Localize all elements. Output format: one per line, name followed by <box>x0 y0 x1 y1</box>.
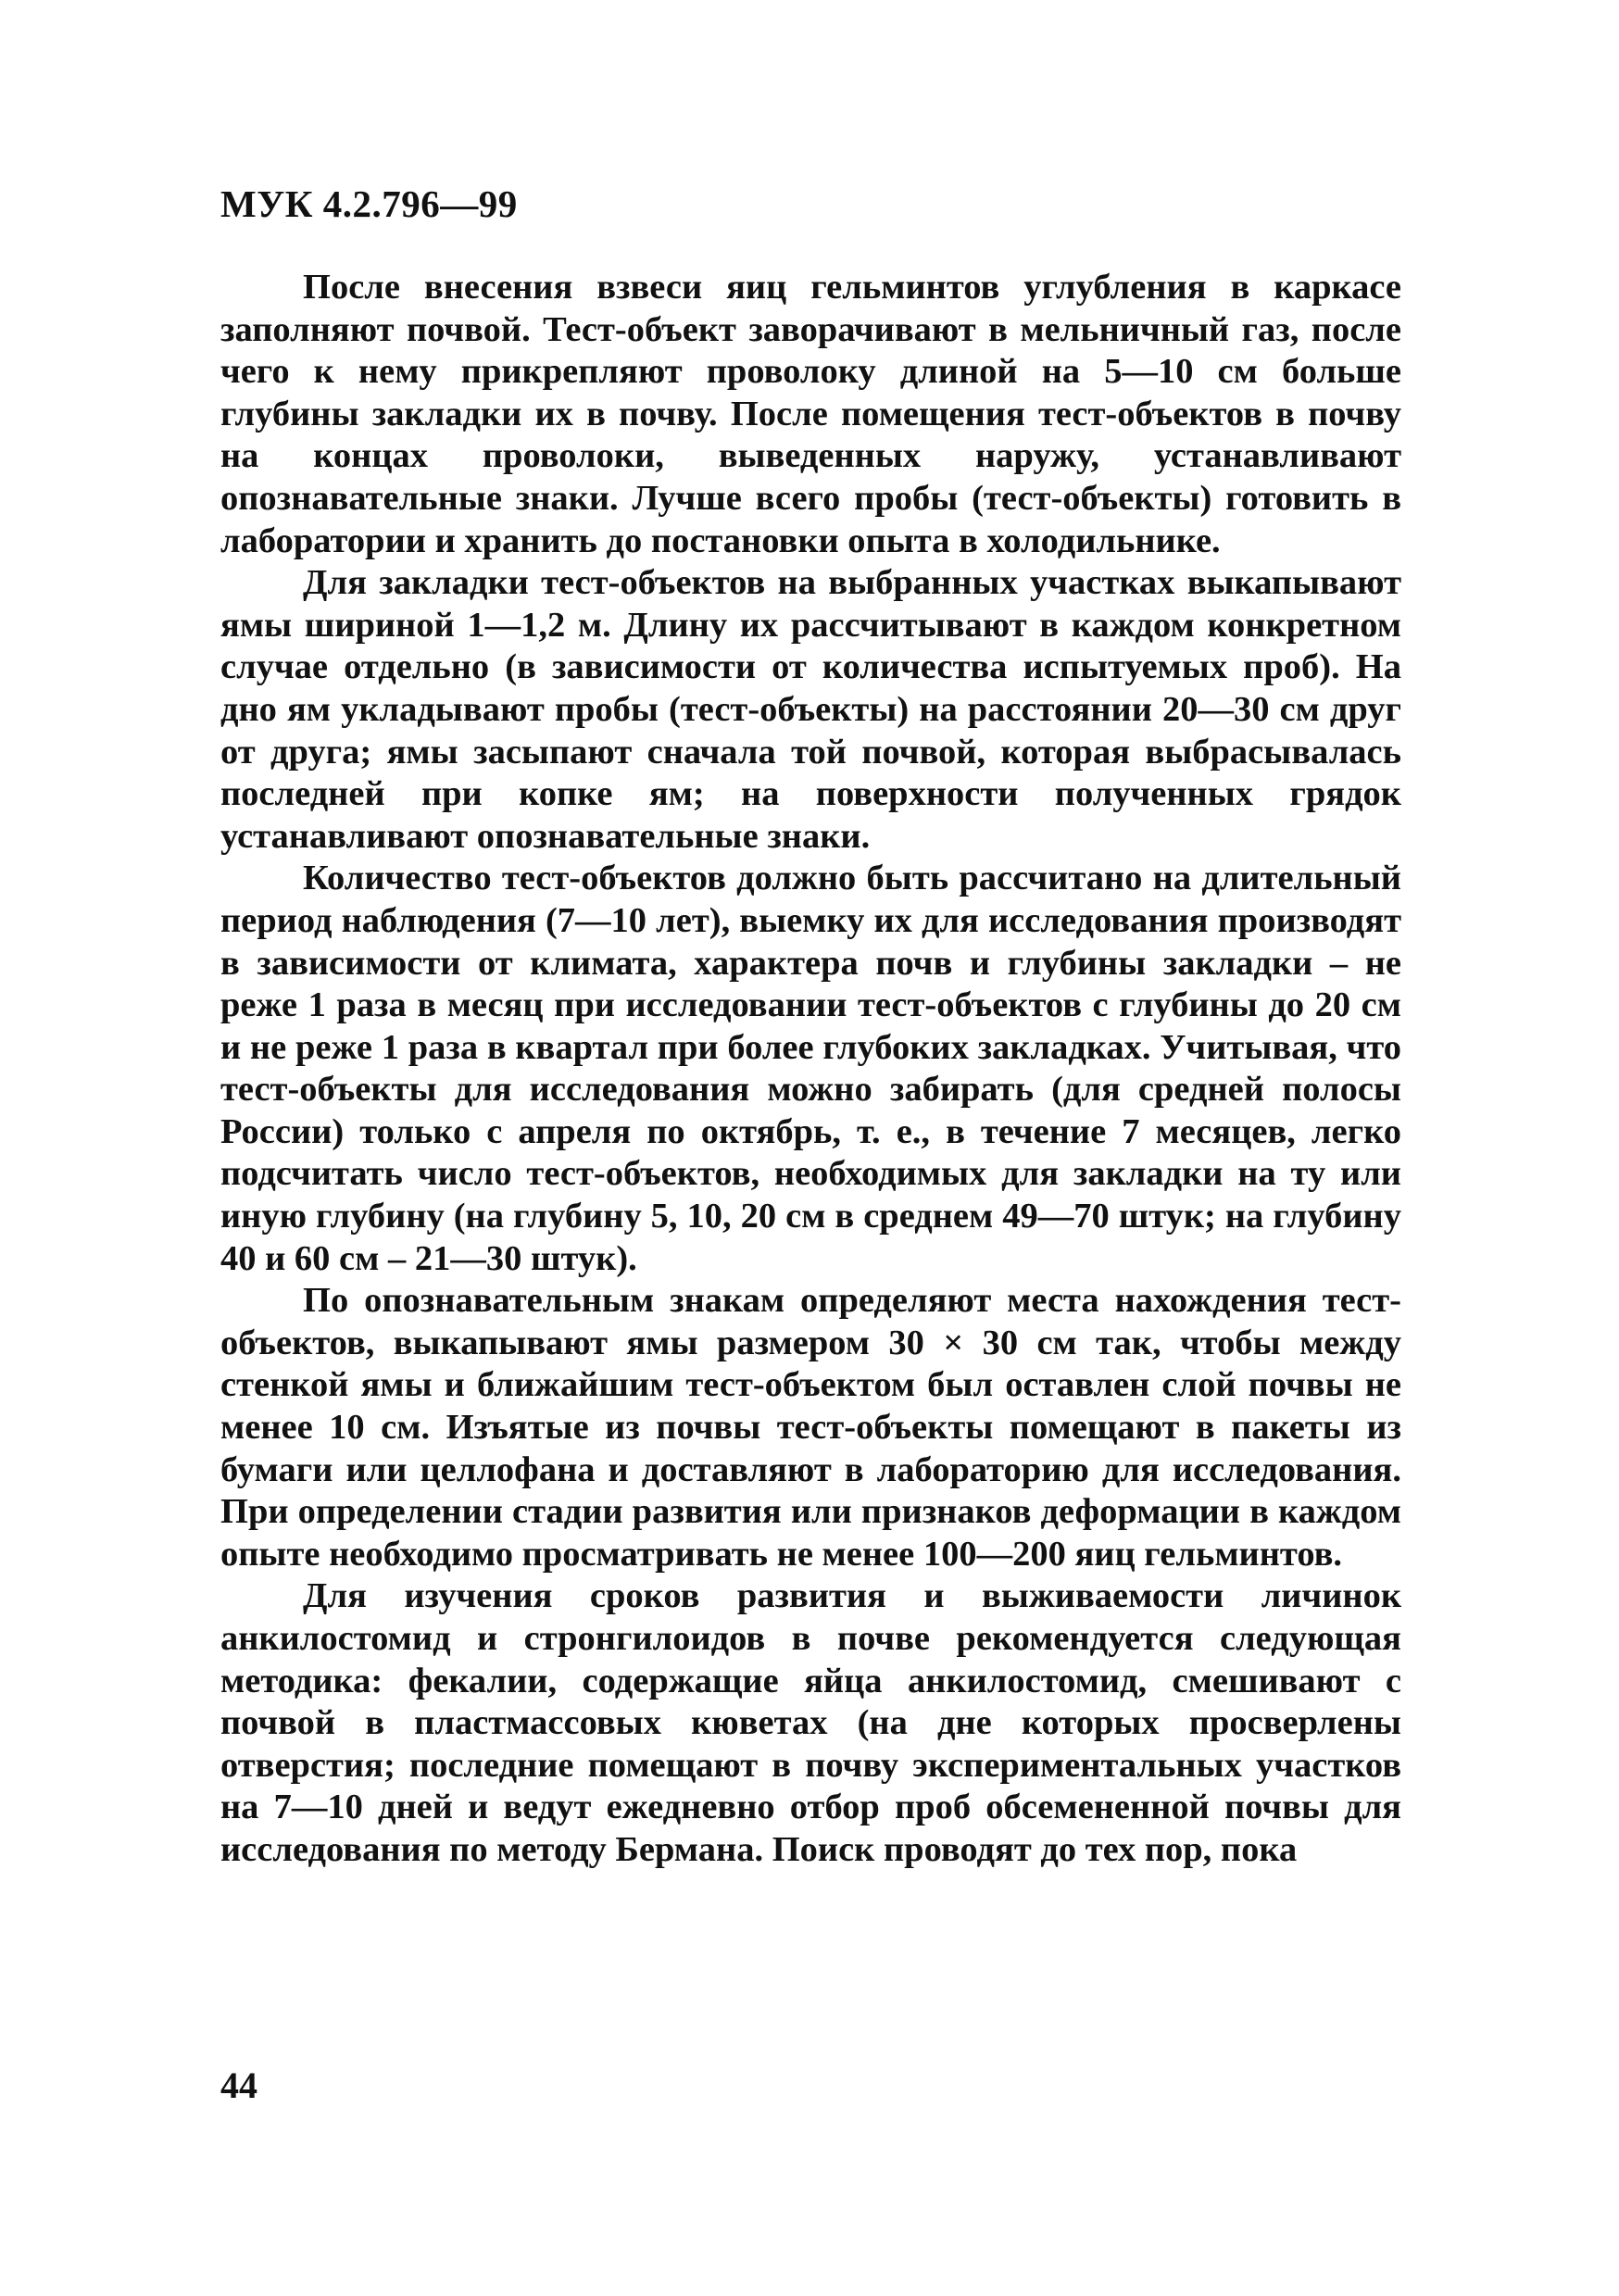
paragraph-3: Количество тест-объектов должно быть рассчитано на длительный период наблюдения (7—10 лет), выемку их для исследования производят в зависимости от климата, характера почв и глубины закладки – не реже 1 раза в месяц при исследовании тест-объектов с глубины до 20 см и не реже 1 раза в квартал при более глубоких закладках. Учитывая, что тест-объекты для исследования можно забирать (для средней полосы России) только с апреля по октябрь, т. е., в течение 7 месяцев, легко подсчитать число тест-объектов, необходимых для закладки на ту или иную глубину (на глубину 5, 10, 20 см в среднем 49—70 штук; на глубину 40 и 60 см – 21—30 штук). <box>220 859 1401 1278</box>
paragraph-1: После внесения взвеси яиц гельминтов углубления в каркасе заполняют почвой. Тест-объект заворачивают в мельничный газ, после чего к нему прикрепляют проволоку длиной на 5—10 см больше глубины закладки их в почву. После помещения тест-объектов в почву на концах проволоки, выведенных наружу, устанавливают опознавательные знаки. Лучше всего пробы (тест-объекты) готовить в лаборатории и хранить до постановки опыта в холодильнике. <box>220 268 1401 560</box>
paragraph-5: Для изучения сроков развития и выживаемости личинок анкилостомид и стронгилоидов в почве рекомендуется следующая методика: фекалии, содержащие яйца анкилостомид, смешивают с почвой в пластмассовых кюветах (на дне которых просверлены отверстия; последние помещают в почву экспериментальных участков на 7—10 дней и ведут ежедневно отбор проб обсемененной почвы для исследования по методу Бермана. Поиск проводят до тех пор, пока <box>220 1576 1401 1869</box>
document-body <box>220 267 1401 1872</box>
document-code-header: МУК 4.2.796—99 <box>220 182 518 225</box>
paragraph-2: Для закладки тест-объектов на выбранных участках выкапывают ямы шириной 1—1,2 м. Длину их рассчитывают в каждом конкретном случае отдельно (в зависимости от количества испытуемых проб). На дно ям укладывают пробы (тест-объекты) на расстоянии 20—30 см друг от друга; ямы засыпают сначала той почвой, которая выбрасывалась последней при копке ям; на поверхности полученных грядок устанавливают опознавательные знаки. <box>220 563 1401 856</box>
paragraph-4: По опознавательным знакам определяют места нахождения тест-объектов, выкапывают ямы размером 30 × 30 см так, чтобы между стенкой ямы и ближайшим тест-объектом был оставлен слой почвы не менее 10 см. Изъятые из почвы тест-объекты помещают в пакеты из бумаги или целлофана и доставляют в лабораторию для исследования. При определении стадии развития или признаков деформации в каждом опыте необходимо просматривать не менее 100—200 яиц гельминтов. <box>220 1281 1401 1574</box>
page-number: 44 <box>220 2064 257 2106</box>
